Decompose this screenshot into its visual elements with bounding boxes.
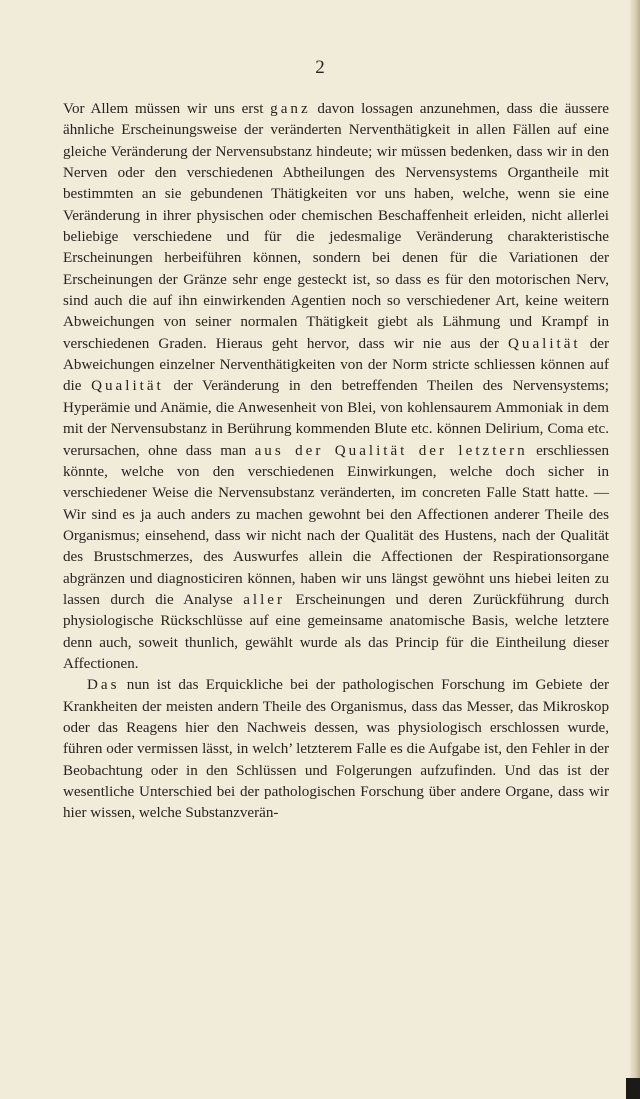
page-edge <box>630 0 640 1099</box>
text-run: Erscheinungen und deren Zurückführung durch physiologische Rückschlüsse auf eine gemeinsame anatomische Basis, welche letztere denn auch, soweit thunlich, gewählt wurde als das Princip für die Eintheilung dieser Affectionen. <box>63 591 609 672</box>
paragraph <box>63 675 609 824</box>
body-text <box>63 99 609 825</box>
text-run: der Veränderung in den betreffenden Theilen des Nervensystems; Hyperämie und Anämie, die Anwesenheit von Blei, von kohlensaurem Ammoniak in dem mit der Nervensubstanz in Berührung kommenden Blute etc. können Delirium, Coma etc. verursachen, ohne dass man <box>63 378 609 459</box>
text-run: nun ist das Erquickliche bei der pathologischen Forschung im Gebiete der Krankheiten der meisten andern Theile des Organismus, dass das Messer, das Mikroskop oder das Reagens hier den Nachweis dessen, was physiologisch erschlossen wurde, führen oder vermissen lässt, in welch’ letzterem Falle es die Aufgabe ist, den Fehler in der Beobachtung oder in den Schlüssen und Folgerungen aufzufinden. Und das ist der wesentliche Unterschied bei der pathologischen Forschung über andere Organe, dass wir hier wissen, welche Substanzverän- <box>63 677 609 822</box>
emphasis-text: aus der Qualität der letztern <box>254 442 528 459</box>
page-number: 2 <box>315 57 325 78</box>
emphasis-text: Das <box>87 677 120 694</box>
emphasis-text: ganz <box>270 101 311 117</box>
text-run: erschliessen könnte, welche von den verschiedenen Einwirkungen, welche doch sicher in verschiedener Weise die Nervensubstanz veränderten, im concreten Falle Statt hatte. — Wir sind es ja auch anders zu machen gewohnt bei den Affectionen anderer Theile des Organismus; einsehend, dass wir nicht nach der Qualität des Hustens, nach der Qualität des Brustschmerzes, des Auswurfes allein die Affectionen der Respirationsorgane abgränzen und diagnosticiren können, haben wir uns längst gewöhnt uns hiebei leiten zu lassen durch die Analyse <box>63 442 610 608</box>
text-run: der Abweichungen einzelner Nerventhätigkeiten von der Norm stricte schliessen können auf die <box>63 335 610 395</box>
paragraph <box>63 99 609 675</box>
text-run: Vor Allem müssen wir uns erst <box>63 101 271 117</box>
emphasis-text: Qualität <box>508 335 581 352</box>
edge-mark <box>626 1078 640 1099</box>
emphasis-text: Qualität <box>91 378 164 395</box>
text-run: davon lossagen anzunehmen, dass die äussere ähnliche Erscheinungsweise der veränderten Nerventhätigkeit in allen Fällen auf eine gleiche Veränderung der Nervensubstanz hindeute; wir müssen bedenken, dass wir in den Nerven oder den verschiedenen Abtheilungen des Nervensystems Organtheile mit bestimmten an sie gebundenen Thätigkeiten vor uns haben, welche, wenn sie eine Veränderung in ihrer physischen oder chemischen Beschaffenheit erleiden, nicht allerlei beliebige verschiedene und für die jedesmalige Veränderung charakteristische Erscheinungen herbeiführen können, sondern bei denen für die Variationen der Erscheinungen der Gränze sehr enge gesteckt ist, so dass es für den motorischen Nerv, sind auch die auf ihn einwirkenden Agentien noch so verschiedener Art, keine weitern Abweichungen von seiner normalen Thätigkeit giebt als Lähmung und Krampf in verschiedenen Graden. Hieraus geht hervor, dass wir nie aus der <box>63 101 609 352</box>
emphasis-text: aller <box>243 591 286 608</box>
